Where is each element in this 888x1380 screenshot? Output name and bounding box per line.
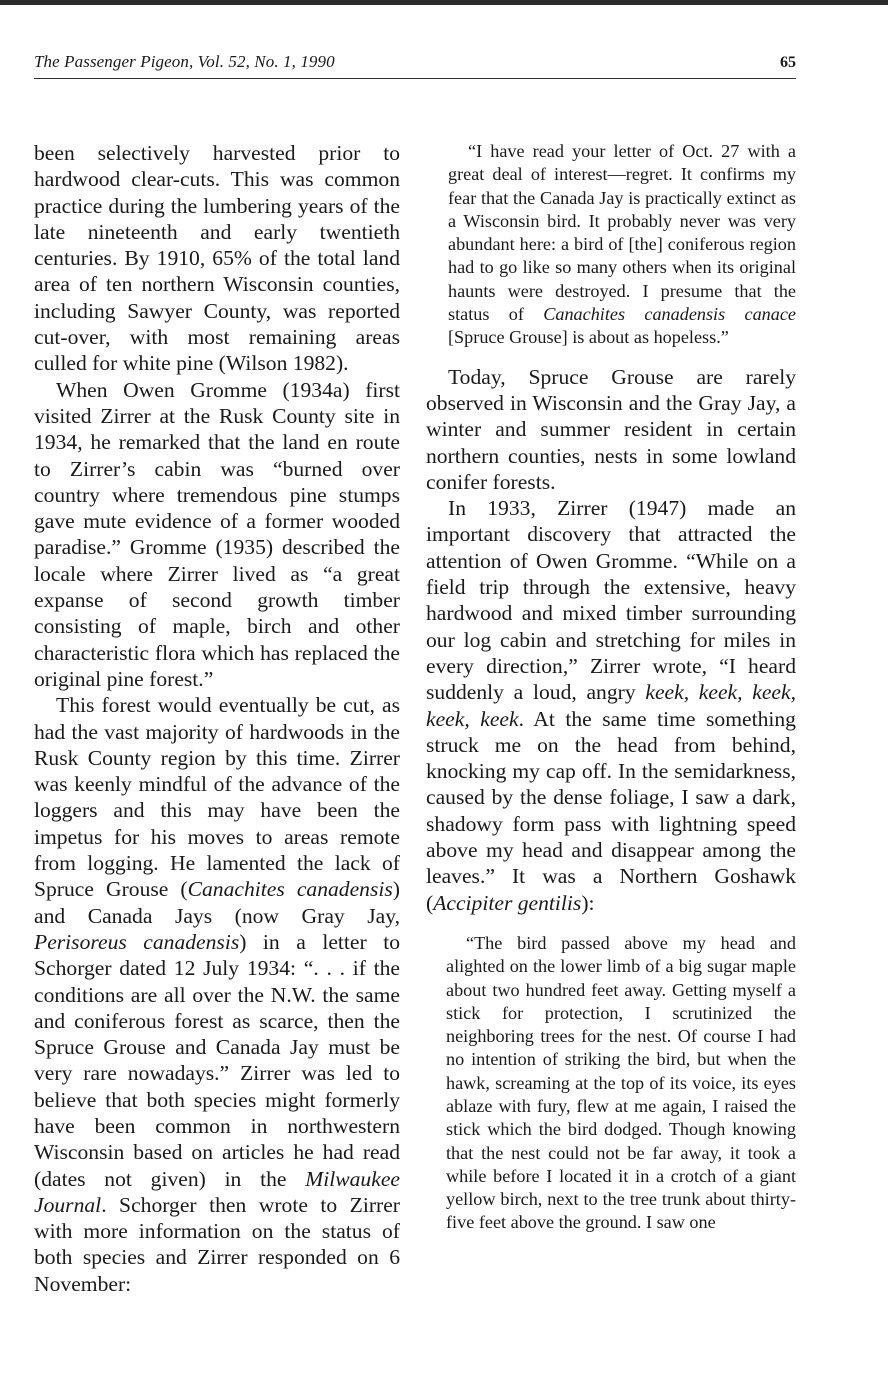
newspaper-title: Milwaukee Journal <box>34 1166 400 1217</box>
text-run: ): <box>581 890 595 915</box>
species-name: Canachites canadensis <box>187 877 393 902</box>
text-run: . Schorger then wrote to Zirrer with more information on the status of both species and Zirrer responded on 6 November: <box>34 1192 400 1296</box>
text-run: ) and Canada Jays (now Gray Jay, <box>34 877 400 928</box>
paragraph-gromme-visit: When Owen Gromme (1934a) first visited Zirrer at the Rusk County site in 1934, he remarked that the land en route to Zirrer’s cabin was “burned over country where tremendous pine stumps gave mute evidence of a former wooded paradise.” Gromme (1935) described the locale where Zirrer lived as “a great expanse of second growth timber consisting of maple, birch and other characteristic flora which has replaced the original pine forest.” <box>34 377 400 691</box>
paragraph-forest-cut <box>34 692 400 1297</box>
species-name: Perisoreus canadensis <box>34 929 240 954</box>
paragraph-goshawk-discovery <box>426 495 796 916</box>
species-name: Canachites canadensis canace <box>543 304 796 325</box>
species-name: Accipiter gentilis <box>433 890 582 915</box>
block-quote-goshawk: “The bird passed above my head and alighted on the lower limb of a big sugar maple about two hundred feet away. Getting myself a stick for protection, I scrutinized the neighboring trees for the nest. Of course I had no intention of striking the bird, but when the hawk, screaming at the top of its voice, its eyes ablaze with fury, flew at me again, I raised the stick which the bird dodged. Though knowing that the nest could not be far away, it took a while before I located it in a crotch of a giant yellow birch, next to the tree trunk about thirty-five feet above the ground. I saw one <box>446 932 796 1233</box>
text-run: In 1933, Zirrer (1947) made an important discovery that attracted the attention of Owen Gromme. “While on a field trip through the extensive, heavy hardwood and mixed timber surrounding our log cabin and stretching for miles in every direction,” Zirrer wrote, “I heard suddenly a loud, angry <box>426 496 796 705</box>
block-quote-letter <box>426 140 796 350</box>
bird-call: keek, keek, keek, keek, keek <box>426 680 796 731</box>
paragraph-today: Today, Spruce Grouse are rarely observed in Wisconsin and the Gray Jay, a winter and summer resident in certain northern counties, nests in some lowland conifer forests. <box>426 364 796 494</box>
text-run: “I have read your letter of Oct. 27 with a great deal of interest—regret. It confirms my fear that the Canada Jay is practically extinct as a Wisconsin bird. It probably never was very abundant here: a bird of [the] coniferous region had to go like so many others when its original haunts were destroyed. I presume that the status of <box>448 141 796 325</box>
text-run: This forest would eventually be cut, as had the vast majority of hardwoods in the Rusk County region by this time. Zirrer was keenly mindful of the advance of the loggers and this may have been the impetus for his moves to areas remote from logging. He lamented the lack of Spruce Grouse ( <box>34 693 400 902</box>
spacer <box>426 350 796 364</box>
text-run: . At the same time something struck me on the head from behind, knocking my cap off. In the semidarkness, caused by the dense foliage, I saw a dark, shadowy form pass with lightning speed above my head and disappear among the leaves.” It was a Northern Goshawk ( <box>426 706 796 915</box>
running-title: The Passenger Pigeon, Vol. 52, No. 1, 1990 <box>34 52 335 71</box>
page-number: 65 <box>780 54 796 71</box>
right-column <box>426 140 796 1235</box>
page-header <box>34 52 796 79</box>
left-column <box>34 140 400 1297</box>
top-border <box>0 0 888 5</box>
text-run: ) in a letter to Schorger dated 12 July 1934: “. . . if the conditions are all over the N.W. the same and coniferous forest as scarce, then the Spruce Grouse and Canada Jay must be very rare nowadays.” Zirrer was led to believe that both species might formerly have been common in northwestern Wisconsin based on articles he had read (dates not given) in the <box>34 929 400 1191</box>
text-run: [Spruce Grouse] is about as hopeless.” <box>448 327 729 348</box>
paragraph-continued: been selectively harvested prior to hardwood clear-cuts. This was common practice during the lumbering years of the late nineteenth and early twentieth centuries. By 1910, 65% of the total land area of ten northern Wisconsin counties, including Sawyer County, was reported cut-over, with most remaining areas culled for white pine (Wilson 1982). <box>34 141 400 376</box>
